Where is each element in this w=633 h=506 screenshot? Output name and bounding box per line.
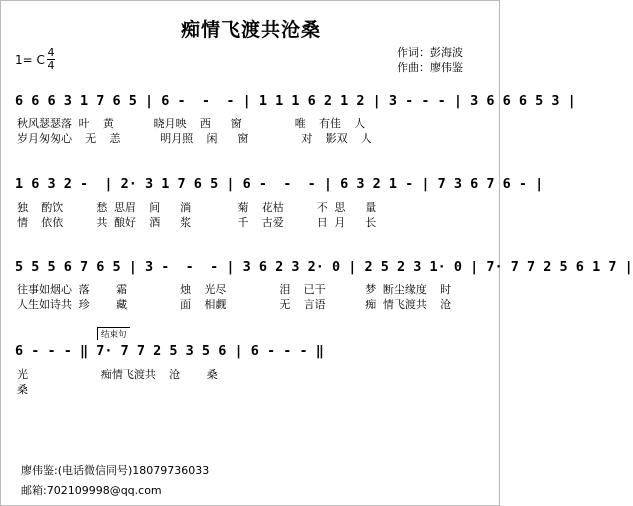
notation-line-4: 6 - - - ‖ 7· 7 7 2 5 3 5 6 | 6 - - - ‖ [15, 343, 324, 359]
lyrics-line-2-verse-1: 独 酌饮 愁 思眉 间 淌 菊 花枯 不 思 量 [17, 201, 377, 214]
ending-label: 结束句 [97, 327, 130, 340]
song-title: 痴情飞渡共沧桑 [180, 19, 321, 41]
lyrics-line-1-verse-1: 秋风瑟瑟落 叶 黄 晓月映 西 窗 唯 有佳 人 [17, 117, 366, 130]
notation-line-1: 6 6 6 3 1 7 6 5 | 6 - - - | 1 1 1 6 2 1 2 | 3 - - - | 3 6 6 6 5 3 | [15, 93, 576, 109]
lyricist-credit: 作词：彭海波 [397, 46, 463, 59]
lyrics-line-1-verse-2: 岁月匆匆心 无 恙 明月照 闲 窗 对 影双 人 [17, 132, 372, 145]
contact-phone: 廖伟鉴:(电话微信同号)18079736033 [21, 464, 210, 477]
key-signature: 1= C [15, 53, 45, 67]
contact-email: 邮箱:702109998@qq.com [21, 484, 162, 497]
time-signature [47, 48, 55, 71]
time-signature-bottom: 4 [47, 59, 55, 72]
notation-line-2: 1 6 3 2 - | 2· 3 1 7 6 5 | 6 - - - | 6 3 2 1 - | 7 3 6 7 6 - | [15, 176, 544, 192]
lyrics-line-3-verse-2: 人生如诗共 珍 藏 面 相觑 无 言语 痴 情飞渡共 沧 [17, 298, 452, 311]
lyrics-line-3-verse-1: 往事如烟心 落 霜 烛 光尽 泪 已干 梦 断尘缘度 时 [17, 283, 452, 296]
composer-credit: 作曲：廖伟鉴 [397, 61, 463, 74]
lyrics-line-4-verse-2: 桑 [17, 383, 28, 396]
credits [397, 45, 463, 75]
time-signature-top: 4 [47, 46, 55, 59]
lyrics-line-4-verse-1: 光 痴情飞渡共 沧 桑 [17, 368, 218, 381]
lyrics-line-2-verse-2: 情 依依 共 酿好 酒 浆 千 古爱 日 月 长 [17, 216, 377, 229]
notation-line-3: 5 5 5 6 7 6 5 | 3 - - - | 3 6 2 3 2· 0 | 2 5 2 3 1· 0 | 7· 7 7 2 5 6 1 7 | [15, 259, 633, 275]
